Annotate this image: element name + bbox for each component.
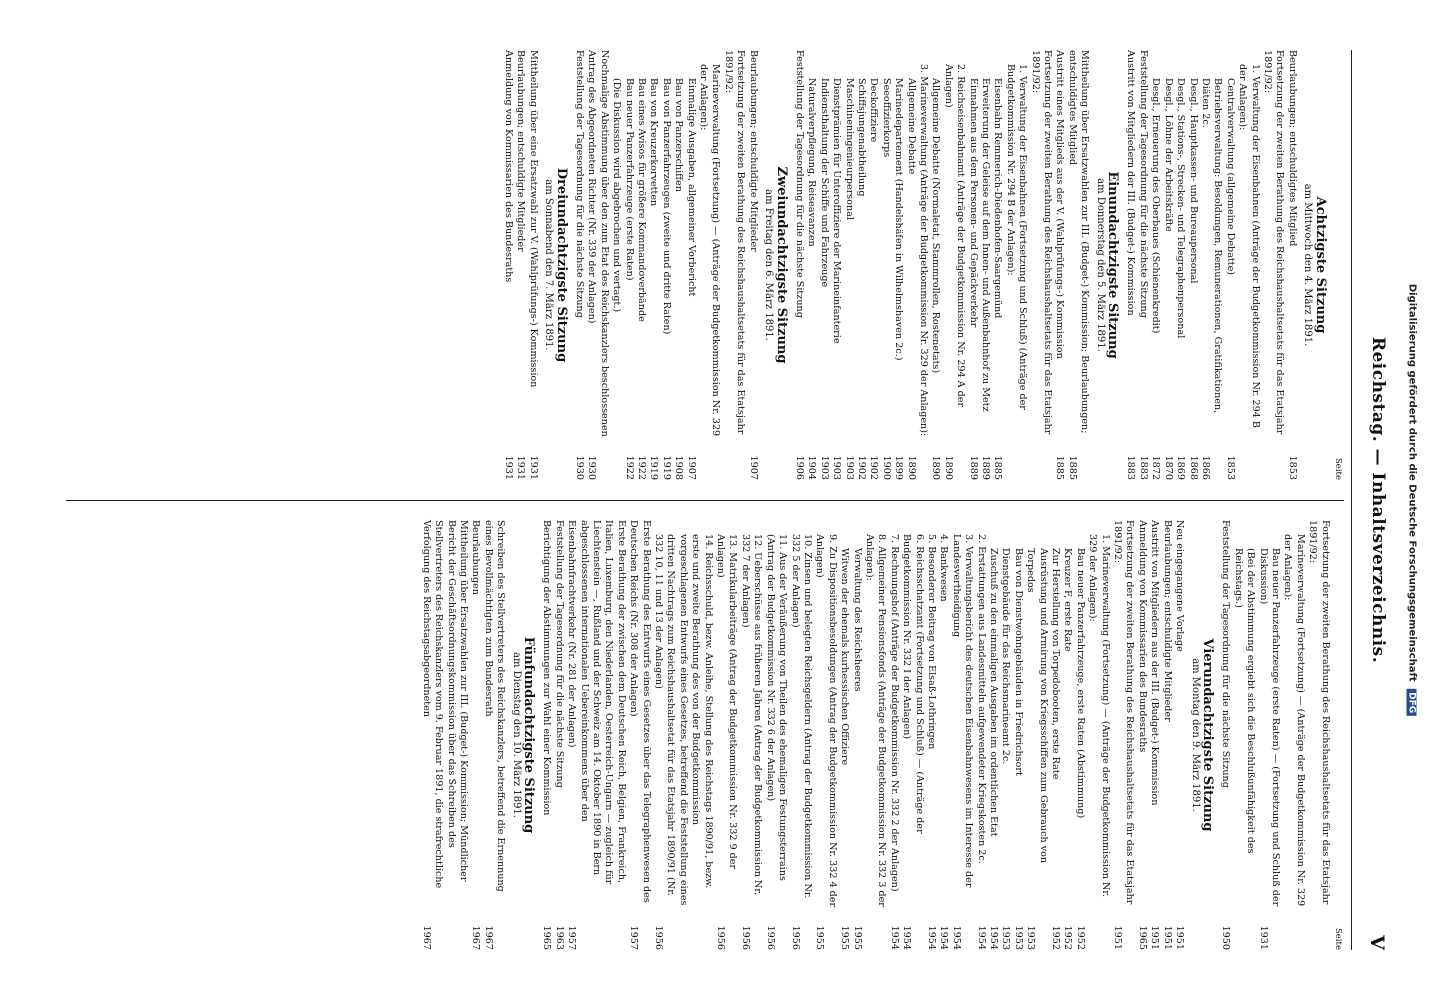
toc-entry	[697, 50, 722, 480]
entry-text: Witwen der ehemals kurhessischen Offiziere	[839, 548, 851, 766]
page-ref: 1952	[1050, 925, 1062, 950]
toc-entry	[855, 50, 867, 480]
page-ref: 1931	[527, 455, 539, 480]
entry-text: (Die Diskussion wird abgebrochen und vertagt.)	[611, 78, 623, 313]
toc-entry	[722, 50, 747, 480]
toc-entry	[892, 50, 904, 480]
entry-text: 1. Verwaltung der Eisenbahnen (Anträge der Budgetkommission Nr. 294 B der Anlagen):	[1237, 64, 1261, 428]
toc-entry	[672, 50, 684, 480]
toc-entry	[1136, 520, 1148, 950]
entry-text: 2. Reichseisenbahnamt (Anträge der Budgetkommission Nr. 294 A der Anlagen)	[942, 64, 967, 408]
entry-text: Allgemeine Debatte (Normaletat, Stammrollen, Rostenetats)	[930, 78, 942, 374]
dfg-footer	[1407, 284, 1418, 716]
toc-entry	[573, 50, 585, 480]
toc-entry	[1231, 520, 1256, 950]
entry-text: Beurlaubungen; entschuldigte Mitglieder	[747, 50, 759, 252]
toc-entry	[585, 50, 610, 480]
entry-text: Zur Herstellung von Torpedobooten, erste Rate	[1050, 548, 1062, 780]
page-ref: 1906	[793, 455, 805, 480]
entry-text: Fortsetzung der zweiten Berathung des Reichshaushaltsetats für das Etatsjahr 1891/92:	[1261, 50, 1286, 435]
entry-text: 10. Zinsen und belegten Reichsgeldern (Antrag der Budgetkommission Nr. 332 5 der Anlagen)	[789, 534, 813, 899]
entry-text: Desgl., Erneuerung des Oberbaues (Schienenkredit)	[1150, 78, 1162, 334]
toc-entry	[419, 520, 469, 950]
toc-entry	[514, 50, 526, 480]
toc-entry	[830, 50, 842, 480]
entry-text: Desgl., Stations-, Strecken- und Telegraphenpersonal	[1175, 78, 1187, 339]
toc-entry	[1236, 50, 1261, 480]
toc-entry	[746, 50, 758, 480]
entry-text: Betriebsverwaltung: Besoldungen, Remunerationen, Gratifikationen, Diäten 2c.	[1199, 78, 1224, 414]
entry-text: Indiensthaltung der Schiffe und Fahrzeuge	[818, 78, 830, 288]
toc-entry	[622, 50, 634, 480]
entry-text: 5. Besonderer Beitrag von Elsaß-Lothringen	[926, 534, 937, 750]
toc-entry	[1173, 520, 1185, 950]
entry-text: Marineverwaltung (Fortsetzung) — (Anträge der Budgetkommission Nr. 329 der Anlagen):	[1282, 534, 1306, 907]
toc-entry	[647, 50, 659, 480]
entry-text: 3. Marineverwaltung (Anträge der Budgetkommission Nr. 329 der Anlagen):	[918, 64, 929, 437]
toc-entry	[652, 520, 714, 950]
page-ref: 1954	[901, 925, 913, 950]
page-ref: 1951	[1112, 925, 1124, 950]
entry-text: Fortsetzung der zweiten Berathung des Reichshaushaltsetats für das Etatsjahr 1891/92:	[1029, 50, 1054, 435]
page-ref: 1965	[541, 925, 553, 950]
toc-entry	[887, 520, 899, 950]
session-heading: Dreiundachtzigste Sitzung	[553, 167, 569, 363]
entry-text: Kreuzer F, erste Rate	[1062, 548, 1074, 652]
toc-entry	[1174, 50, 1186, 480]
toc-entry	[1149, 50, 1161, 480]
page-ref: 1868	[1187, 455, 1199, 480]
entry-text: Erste Berathung der zwischen dem Deutschen Reich, Belgien, Frankreich, Italien, Luxemburg, den Niederlanden, Oesterreich-Ungarn — zugleich für Liechtenstein —, Rußland und der Schweiz am 14. Oktober 1890 in Bern abgeschlossenen internationalen Uebereinkommens über den Eisenbahnfrachtverkehr (Nr. 281 der Anlagen)	[566, 520, 627, 885]
toc-entry	[540, 520, 552, 950]
entry-text: Bau von Panzerfahrzeugen (zweite und dritte Raten)	[660, 78, 672, 335]
page-ref: 1954	[938, 925, 950, 950]
page-ref: 1853	[1224, 455, 1236, 480]
toc-entry	[879, 50, 891, 480]
toc-entry	[863, 520, 888, 950]
entry-text: Bau von Dienstwohngebäuden in Friedrichsort	[1012, 548, 1024, 776]
entry-text: Bau neuer Panzerfahrzeuge (erste Raten) — (Fortsetzung und Schluß der Diskussion)	[1257, 548, 1281, 907]
toc-entry	[1186, 50, 1198, 480]
toc-entry	[842, 50, 854, 480]
entry-text: Bau neuer Panzerfahrzeuge, erste Raten (Abstimmung)	[1074, 548, 1086, 819]
entry-text: Feststellung der Tagesordnung für die nächste Sitzung	[1137, 50, 1149, 318]
page-ref: 1955	[851, 925, 863, 950]
page-ref: 1869	[1175, 455, 1187, 480]
entry-text: Beurlaubungen; entschuldigtes Mitglied	[1286, 50, 1298, 247]
session-heading: Fünfundachtzigste Sitzung	[521, 636, 536, 834]
page-ref: 1930	[574, 455, 586, 480]
entry-text: Anmeldung von Kommissarien des Bundesraths	[1136, 520, 1148, 753]
entry-text: Bau eines Avisos für größere Kommandoverbände	[636, 78, 648, 322]
toc-entry	[1256, 520, 1281, 950]
page-ref: 1890	[905, 455, 917, 480]
page-ref: 1956	[764, 925, 776, 950]
toc-entry	[979, 50, 991, 480]
page-ref: 1853	[1286, 455, 1298, 480]
entry-text: Ausrüstung und Armirung von Kriegsschiffen zum Gebrauch von Torpedos	[1025, 548, 1049, 864]
page-ref: 1883	[1125, 455, 1137, 480]
entry-text: Fortsetzung der zweiten Berathung des Reichshaushaltsetats für das Etatsjahr 1891/92:	[1112, 520, 1136, 905]
entry-text: 4. Bankwesen	[938, 534, 950, 602]
page-ref: 1965	[1136, 925, 1148, 950]
page-ref: 1952	[1062, 925, 1074, 950]
page-ref: 1953	[1012, 925, 1024, 950]
toc-entry	[929, 50, 941, 480]
entry-text: Seeoffizierkorps	[880, 78, 892, 158]
entry-text: Verwaltung des Reichsheeres	[851, 548, 863, 692]
entry-text: Dienstgebäude für das Reichsmarineamt 2c.	[1000, 548, 1012, 765]
toc-entry	[900, 520, 925, 950]
page-ref: 1885	[1054, 455, 1066, 480]
entry-text: Beurlaubungen; entschuldigte Mitglieder	[515, 50, 527, 252]
page-ref: 1889	[967, 455, 979, 480]
page-ref: 1951	[1174, 925, 1186, 950]
entry-text: Austritt von Mitgliedern der III. (Budget-) Kommission	[1125, 50, 1137, 316]
toc-entry	[1124, 50, 1136, 480]
entry-text: Desgl., Hauptkassen- und Bureaupersonal	[1187, 78, 1199, 284]
page-title: Reichstag. — Inhaltsverzeichnis.	[1368, 336, 1388, 664]
entry-text: 1. Verwaltung der Eisenbahnen (Fortsetzung und Schluß) (Anträge der Budgetkommission Nr. 294 B der Anlagen):	[1004, 64, 1029, 410]
toc-entry	[1024, 520, 1049, 950]
page-ref: 1954	[975, 925, 987, 950]
toc-entry	[817, 50, 829, 480]
toc-entry	[1285, 50, 1297, 480]
toc-entry	[502, 50, 514, 480]
toc-entry	[526, 50, 538, 480]
toc-entry	[904, 50, 916, 480]
page-ref: 1956	[715, 925, 727, 950]
toc-entry	[925, 520, 937, 950]
toc-entry	[627, 520, 652, 950]
toc-entry	[1028, 50, 1053, 480]
session-heading: Zweiundachtzigste Sitzung	[773, 166, 789, 364]
page-ref: 1967	[470, 925, 482, 950]
entry-text: Mittheilung über eine Ersatzwahl zur V. (Wahlprüfungs-) Kommission	[527, 50, 539, 388]
entry-text: 8. Allgemeiner Pensionsfonds (Anträge der Budgetkommission Nr. 332 3 der Anlagen):	[863, 534, 888, 907]
entry-text: 13. Matrikularbeiträge (Antrag der Budgetkommission Nr. 332 9 der Anlagen)	[715, 534, 739, 870]
page-ref: 1956	[739, 925, 751, 950]
toc-entry	[1011, 520, 1023, 950]
toc-entry	[1053, 50, 1065, 480]
session-date: am Mittwoch den 4. März 1891.	[1302, 183, 1314, 347]
page-ref: 1931	[503, 455, 514, 480]
session-heading: Achtzigste Sitzung	[1312, 196, 1328, 334]
page-ref: 1908	[673, 455, 685, 480]
toc-entry	[1161, 50, 1173, 480]
toc-entry	[684, 50, 696, 480]
page-ref: 1951	[1161, 925, 1173, 950]
toc-entry	[565, 520, 627, 950]
page-ref: 1866	[1199, 455, 1211, 480]
page-ref: 1890	[930, 455, 942, 480]
entry-text: 7. Rechnungshof (Anträge der Budgetkommission Nr. 332 2 der Anlagen)	[888, 534, 900, 892]
toc-entry	[714, 520, 739, 950]
toc-entry	[805, 50, 817, 480]
session-date: am Montag den 9. März 1891.	[1189, 658, 1201, 812]
page-ref: 1919	[660, 455, 672, 480]
entry-text: Einnahmen aus dem Personen- und Gepäckverkehr	[967, 78, 979, 328]
toc-entry	[788, 520, 813, 950]
entry-text: Neu eingegangene Vorlage	[1174, 520, 1186, 652]
page-ref: 1954	[988, 925, 1000, 950]
entry-text: 14. Reichsschuld, bezw. Anleihe, Stellung des Reichstags 1890/91, bezw. erste und zweite Berathung des von der Budgetkommission vorgeschlagenen Entwurfs eines Gesetzes, betreffend die Feststellung eines dritten Nachtrags zum Reichshaushaltsetat für das Etatsjahr 1890/91 (Nr. 332 10, 11 und 13 der Anlagen)	[653, 534, 714, 906]
entry-text: Nochmalige Abstimmung über den zum Etat des Reichskanzlers beschlossenen Antrag des Abgeordneten Richter (Nr. 339 der Anlagen)	[586, 50, 610, 437]
entry-text: Anmeldung von Kommissarien des Bundesraths	[503, 50, 514, 283]
session-date: am Dienstag den 10. März 1891.	[510, 652, 522, 818]
page-ref: 1967	[420, 925, 432, 950]
page-ref: 1870	[1162, 455, 1174, 480]
page-ref: 1883	[1137, 455, 1149, 480]
entry-text: 9. Zu Dispositionsbesoldungen (Antrag der Budgetkommission Nr. 332 4 der Anlagen)	[814, 534, 838, 908]
toc-entry	[941, 50, 966, 480]
entry-text: Einmalige Ausgaben, allgemeiner Vorbericht	[685, 78, 697, 297]
left-column	[60, 50, 1344, 480]
page-ref: 1955	[814, 925, 826, 950]
entry-text: Schreiben des Stellvertreters des Reichskanzlers, betreffend die Ernennung eines Bevollmächtigten zum Bundesrath	[482, 520, 507, 892]
toc-entry	[937, 520, 949, 950]
entry-text: Bau von Kreuzerkorvetten	[648, 78, 660, 207]
toc-entry	[763, 520, 788, 950]
toc-entry	[1003, 50, 1028, 480]
toc-entry	[991, 50, 1003, 480]
page-ref: 1950	[1220, 925, 1232, 950]
right-column	[60, 520, 1344, 950]
page-header	[1358, 50, 1388, 950]
toc-entry	[966, 50, 978, 480]
page-ref: 1903	[843, 455, 855, 480]
toc-entry	[1111, 520, 1136, 950]
page-ref: 1954	[950, 925, 962, 950]
entry-text: Feststellung der Tagesordnung für die nächste Sitzung	[553, 520, 565, 788]
entry-text: Marineverwaltung (Fortsetzung) — (Anträge der Budgetkommission Nr. 329 der Anlagen):	[698, 64, 722, 437]
toc-entry	[867, 50, 879, 480]
entry-text: (Bei der Abstimmung ergiebt sich die Beschlußunfähigkeit des Reichstags.)	[1232, 548, 1257, 854]
entry-text: Desgl., Löhne der Arbeitskräfte	[1162, 78, 1174, 232]
entry-text: Eisenbahn Remmerich-Diedenhofen-Saargemünd	[992, 78, 1004, 319]
entry-text: Berichtigung der Abstimmungen zur Wahl einer Kommission	[541, 520, 553, 816]
entry-text: Naturalverpflegung, Reiseavanzen	[806, 78, 818, 247]
page-ref: 1872	[1150, 455, 1162, 480]
page-ref: 1952	[1074, 925, 1086, 950]
page-ref: 1931	[1257, 925, 1269, 950]
toc-entry	[838, 520, 850, 950]
entry-text: 6. Reichsschatzamt (Fortsetzung und Schluß) — (Anträge der Budgetkommission Nr. 332 I der Anlagen)	[901, 534, 925, 834]
toc-entry	[1137, 50, 1149, 480]
entry-text: Mittheilung über Ersatzwahlen zur III. (Budget-) Kommission; Beurlaubungen; entschuldigtes Mitglied	[1066, 50, 1091, 434]
toc-entry	[552, 520, 564, 950]
entry-text: Schiffsjungenabtheilung	[855, 78, 867, 197]
toc-entry	[949, 520, 974, 950]
entry-text: Marinedepartement (Handelshäfen in Wilhelmshaven 2c.)	[893, 78, 905, 361]
toc-entry	[1199, 50, 1224, 480]
seite-label: Seite	[1333, 927, 1343, 950]
entry-text: Feststellung der Tagesordnung für die nächste Sitzung	[793, 50, 805, 318]
entry-text: 11. Aus der Veräußerung von Theilen des ehemaligen Festungsterrains (Antrag der Budgetkommission Nr. 332 6 der Anlagen)	[764, 534, 789, 881]
toc-entry	[1281, 520, 1306, 950]
toc-entry	[1086, 520, 1111, 950]
entry-text: Zuschuß zu den einmaligen Ausgaben im ordentlichen Etat	[988, 548, 1000, 837]
page-ref: 1904	[806, 455, 818, 480]
dfg-logo: DFG	[1407, 689, 1417, 716]
entry-text: Beurlaubungen; entschuldigte Mitglieder	[1161, 520, 1173, 722]
entry-text: Bau von Panzerschiffen	[673, 78, 685, 192]
toc-entry	[999, 520, 1011, 950]
entry-text: 1. Marineverwaltung (Fortsetzung) — (Anträge der Budgetkommission Nr. 329 der Anlagen):	[1087, 534, 1111, 898]
page-ref: 1907	[685, 455, 697, 480]
page-ref: 1902	[868, 455, 880, 480]
page-number: V	[1366, 935, 1388, 950]
header-rule	[1351, 50, 1352, 950]
footer-text: Digitalisierung gefördert durch die Deutsche Forschungsgemeinschaft	[1406, 283, 1418, 682]
page-ref: 1922	[636, 455, 648, 480]
page-ref: 1907	[747, 455, 759, 480]
toc-entry	[1148, 520, 1160, 950]
entry-text: Beurlaubungen	[470, 520, 482, 595]
entry-text: 12. Ueberschüsse aus früheren Jahren (Antrag der Budgetkommission Nr. 332 7 der Anlagen)	[739, 534, 764, 895]
session-heading: Einundachtzigste Sitzung	[1105, 171, 1121, 359]
toc-entry	[610, 50, 622, 480]
page-ref: 1885	[1066, 455, 1078, 480]
entry-text: Austritt eines Mitglieds aus der V. (Wahlprüfungs-) Kommission	[1054, 50, 1066, 359]
entry-text: Feststellung der Tagesordnung für die nächste Sitzung	[1220, 520, 1232, 788]
page-ref: 1956	[789, 925, 801, 950]
toc-entry	[1219, 520, 1231, 950]
entry-text: Mittheilung über Ersatzwahlen zur III. (Budget-) Kommission; Mündlicher Bericht der Geschäftsordnungskommission über das Schreiben des Stellvertreters des Reichskanzlers vom 9. Februar 1891, die strafrechtliche Verfolgung des Reichstagsabgeordneten	[420, 520, 469, 889]
page-ref: 1889	[980, 455, 992, 480]
page-ref: 1951	[1149, 925, 1161, 950]
page-ref: 1957	[566, 925, 578, 950]
toc-entry	[1223, 50, 1235, 480]
entry-text: Dienstprämien für Unteroffiziere der Marineinfanterie	[831, 78, 843, 344]
toc-entry	[1049, 520, 1061, 950]
toc-entry	[469, 520, 481, 950]
toc-entry	[481, 520, 506, 950]
toc-entry	[1160, 520, 1172, 950]
page-ref: 1885	[992, 455, 1004, 480]
toc-entry	[1306, 520, 1331, 950]
entry-text: Fortsetzung der zweiten Berathung des Reichshaushaltsetats für das Etatsjahr 1891/92:	[1307, 520, 1331, 905]
toc-entry	[793, 50, 805, 480]
entry-text: Centralverwaltung (allgemeine Debatte)	[1224, 78, 1236, 276]
toc-entry	[1073, 520, 1085, 950]
page-ref: 1967	[482, 925, 494, 950]
toc-entry	[987, 520, 999, 950]
page-ref: 1903	[818, 455, 830, 480]
page-ref: 1900	[880, 455, 892, 480]
toc-entry	[635, 50, 647, 480]
toc-entry	[739, 520, 764, 950]
toc-entry	[974, 520, 986, 950]
entry-text: Deckoffiziere	[868, 78, 880, 143]
toc-entry	[1065, 50, 1090, 480]
entry-text: Erste Berathung des Entwurfs eines Gesetzes über das Telegraphenwesen des Deutschen Reichs (Nr. 308 der Anlagen)	[628, 520, 652, 903]
page-ref: 1954	[888, 925, 900, 950]
page-ref: 1902	[855, 455, 867, 480]
entry-text: Maschineningenieurpersonal	[843, 78, 855, 220]
page-ref: 1963	[553, 925, 565, 950]
session-date: am Donnerstag den 5. März 1891.	[1094, 178, 1106, 352]
entry-text: Bau neuer Panzerfahrzeuge (erste Raten)	[623, 78, 635, 281]
page-ref: 1903	[831, 455, 843, 480]
document-page	[36, 20, 1396, 980]
page-ref: 1922	[623, 455, 635, 480]
page-ref: 1899	[893, 455, 905, 480]
page-ref: 1953	[1000, 925, 1012, 950]
page-ref: 1955	[839, 925, 851, 950]
page-ref: 1930	[586, 455, 598, 480]
seite-label: Seite	[1333, 457, 1343, 480]
page-ref: 1957	[628, 925, 640, 950]
toc-entry	[917, 50, 929, 480]
page-ref: 1931	[515, 455, 527, 480]
page-ref: 1954	[926, 925, 937, 950]
toc-entry	[659, 50, 671, 480]
entry-text: Erweiterung der Geleise auf dem Innen- und Außenbahnhof zu Metz	[980, 78, 992, 412]
entry-text: Fortsetzung der zweiten Berathung des Reichshaushaltsetats für das Etatsjahr 1891/92:	[722, 50, 747, 435]
session-heading: Vierundachtzigste Sitzung	[1199, 638, 1215, 832]
entry-text: Austritt von Mitgliedern aus der III. (Budget-) Kommission	[1149, 520, 1161, 806]
toc-entry	[850, 520, 862, 950]
entry-text: Allgemeine Debatte	[905, 78, 917, 175]
toc-entry	[1261, 50, 1286, 480]
session-date: am Sonnabend den 7. März 1891.	[543, 179, 555, 351]
toc-entry	[813, 520, 838, 950]
entry-text: Feststellung der Tagesordnung für die nächste Sitzung	[574, 50, 586, 318]
page-ref: 1890	[942, 455, 954, 480]
session-date: am Freitag den 6. März 1891.	[763, 189, 775, 341]
entry-text: 2. Erstattungen aus Landesmitteln aufgewendeter Kriegskosten 2c.	[975, 534, 987, 864]
page-ref: 1956	[653, 925, 665, 950]
column-divider	[66, 500, 1344, 501]
page-ref: 1919	[648, 455, 660, 480]
entry-text: 3. Verwaltungsbericht des deutschen Eisenbahnwesens im Interesse der Landesvertheidigung	[950, 534, 975, 888]
page-ref: 1953	[1025, 925, 1037, 950]
toc-entry	[1061, 520, 1073, 950]
